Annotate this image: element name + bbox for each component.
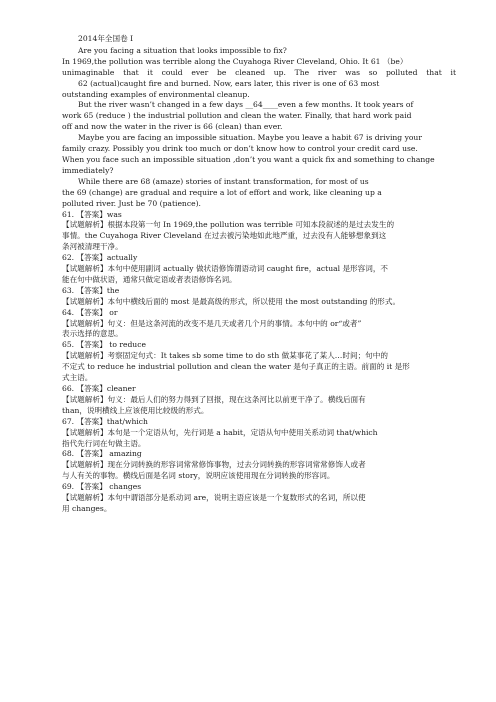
passage-line: the 69 (change) are gradual and require a lot of effort and work, like cleaning up a <box>62 187 382 197</box>
cloze-passage <box>62 46 456 210</box>
passage-line: Maybe you are facing an impossible situation. Maybe you leave a habit 67 is driving your <box>78 133 422 143</box>
passage-line: When you face such an impossible situation ,don’t you want a quick fix and something to change <box>62 154 435 164</box>
explanation-line: 条河被清理干净。 <box>62 242 123 252</box>
passage-line: Are you facing a situation that looks impossible to fix? <box>78 45 287 55</box>
passage-line: In 1969,the pollution was terrible along the Cuyahoga River Cleveland, Ohio. It 61 （be） <box>62 56 408 66</box>
explanation-line: 与人有关的事物。横线后面是名词 story，说明应该使用现在分词转换的形容词。 <box>62 471 335 481</box>
explanation-line: 指代先行词在句做主语。 <box>62 438 146 448</box>
explanation-line: 表示选择的意思。 <box>62 329 123 339</box>
passage-line: family crazy. Possibly you drink too much or don’t know how to control your credit card use. <box>62 144 418 154</box>
answer-heading: 63. 【答案】the <box>62 285 120 295</box>
explanation-line: 用 changes。 <box>62 503 112 513</box>
passage-line: But the river wasn’t changed in a few days __64____even a few months. It took years of <box>78 100 414 110</box>
passage-line: outstanding examples of environmental cleanup. <box>62 89 250 99</box>
explanation-line: 【试题解析】本句中使用副词 actually 做状语修饰谓语动词 caught fire，actual 是形容词，不 <box>62 264 389 274</box>
page-title: 2014年全国卷 I <box>78 34 134 43</box>
explanation-line: 【试题解析】根据本段第一句 In 1969,the pollution was terrible 可知本段叙述的是过去发生的 <box>62 220 395 230</box>
answer-heading: 65. 【答案】 to reduce <box>62 340 146 350</box>
explanation-line: 能在句中做状语，通常只做定语或者表语修饰名词。 <box>62 274 237 284</box>
answer-heading: 67. 【答案】that/which <box>62 416 148 426</box>
explanation-line: than，说明横线上应该使用比较级的形式。 <box>62 405 209 415</box>
passage-line: While there are 68 (amaze) stories of instant transformation, for most of us <box>78 176 369 186</box>
answer-heading: 69. 【答案】 changes <box>62 482 142 492</box>
passage-line: immediately? <box>62 165 114 175</box>
passage-line: 62 (actual)caught fire and burned. Now, ears later, this river is one of 63 most <box>78 78 380 88</box>
passage-line: unimaginable that it could ever be cleaned up. The river was so polluted that it <box>62 67 456 77</box>
passage-line: off and now the water in the river is 66 (clean) than ever. <box>62 122 283 132</box>
explanation-line: 事情。the Cuyahoga River Cleveland 在过去被污染地如此地严重，过去没有人能够想象到这 <box>62 231 387 241</box>
answer-heading: 64. 【答案】 or <box>62 307 118 317</box>
explanation-line: 【试题解析】本句是一个定语从句，先行词是 a habit，定语从句中使用关系动词 that/which <box>62 427 378 437</box>
explanation-line: 【试题解析】句义：最后人们的努力得到了回报，现在这条河比以前更干净了。横线后面有 <box>62 394 366 404</box>
explanation-line: 【试题解析】本句中谓语部分是系动词 are，说明主语应该是一个复数形式的名词，所以使 <box>62 493 366 503</box>
explanation-line: 【试题解析】句义：但是这条河流的改变不是几天或者几个月的事情。本句中的 or“或者” <box>62 318 362 328</box>
answer-heading: 62. 【答案】actually <box>62 253 138 263</box>
explanation-line: 【试题解析】现在分词转换的形容词常常修饰事物，过去分词转换的形容词常常修饰人或者 <box>62 460 366 470</box>
explanation-line: 【试题解析】本句中横线后面的 most 是最高级的形式，所以使用 the most outstanding 的形式。 <box>62 296 401 306</box>
answer-heading: 61. 【答案】was <box>62 209 122 219</box>
passage-line: polluted river. Just be 70 (patience). <box>62 198 201 208</box>
answer-heading: 66. 【答案】cleaner <box>62 384 136 393</box>
passage-line: work 65 (reduce ) the industrial pollution and clean the water. Finally, that hard work paid <box>62 111 412 121</box>
explanation-line: 式主语。 <box>62 373 93 383</box>
explanation-line: 【试题解析】考察固定句式：It takes sb some time to do sth 做某事花了某人…时间；句中的 <box>62 351 388 361</box>
answer-heading: 68. 【答案】 amazing <box>62 449 142 459</box>
answer-section <box>62 210 456 515</box>
explanation-line: 不定式 to reduce he industrial pollution and clean the water 是句子真正的主语。前面的 it 是形 <box>62 362 410 372</box>
